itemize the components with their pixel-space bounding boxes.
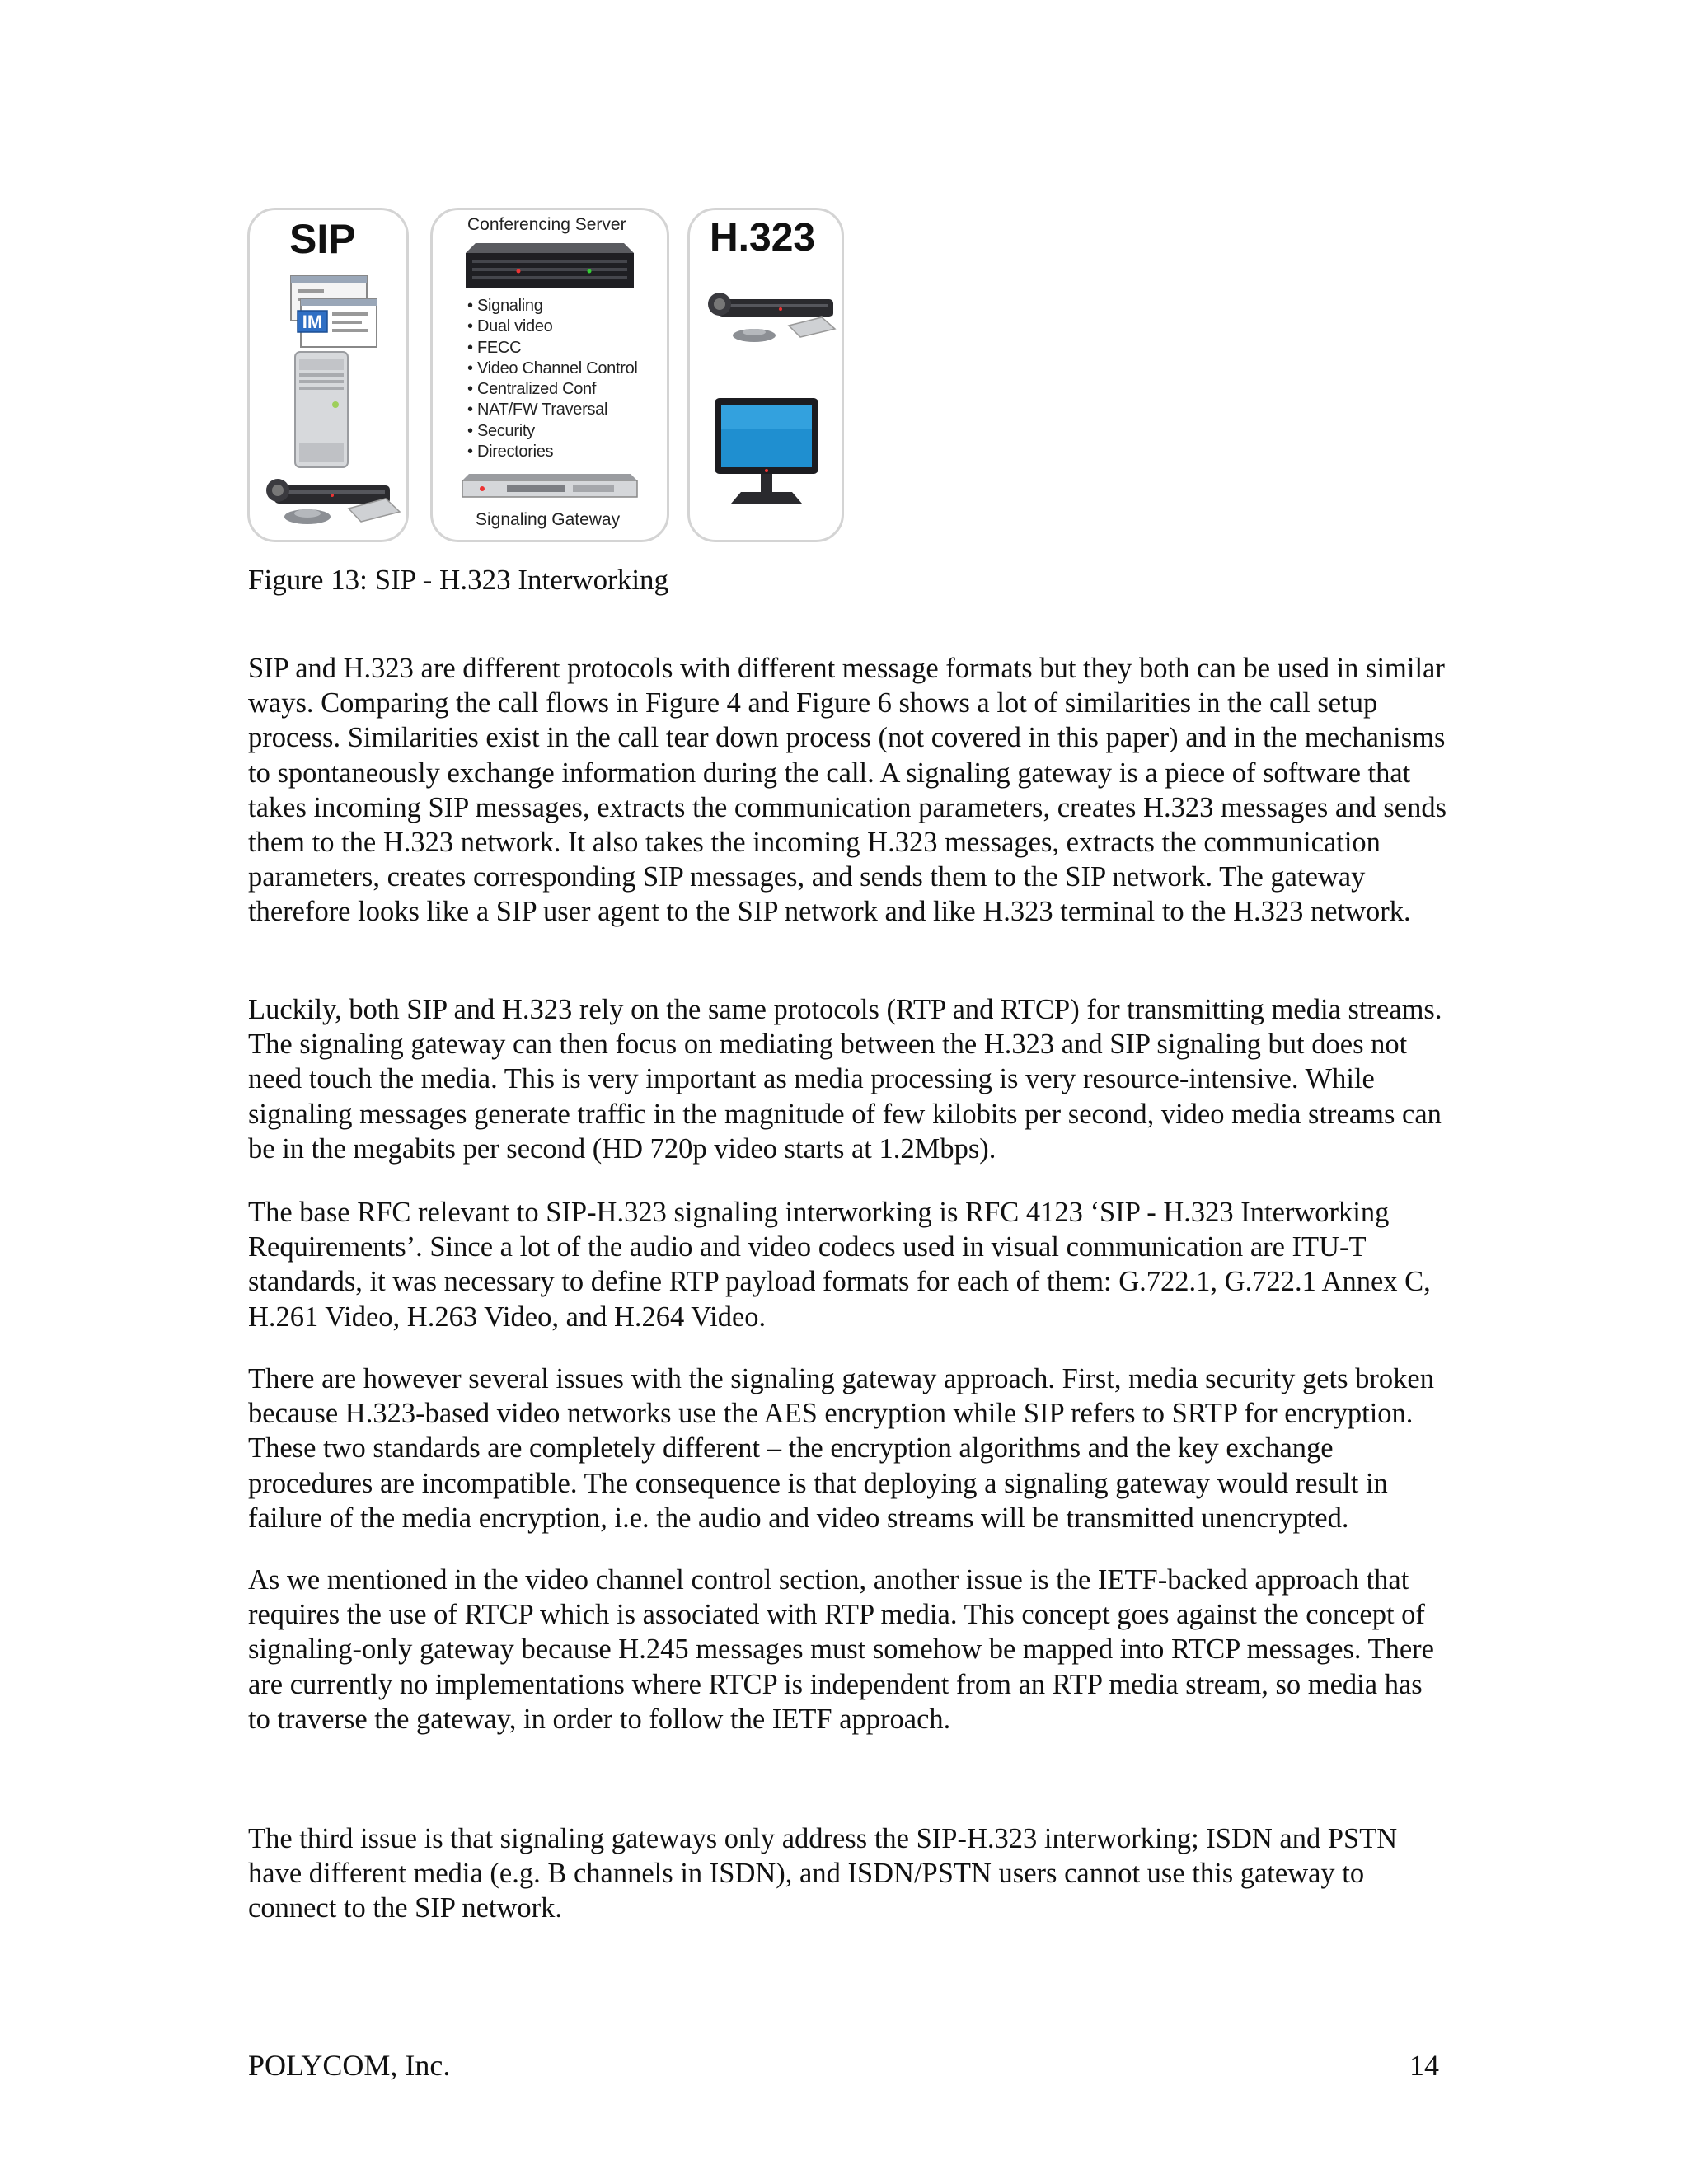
feature-item: • Video Channel Control [467, 359, 638, 379]
feature-item: • Security [467, 421, 638, 442]
footer-company: POLYCOM, Inc. [248, 2049, 451, 2082]
paragraph: The base RFC relevant to SIP-H.323 signaling interworking is RFC 4123 ‘SIP - H.323 Interworking Requirements’. Since a lot of the audio and video codecs used in visual communication are ITU-T standards, it was necessary to define RTP payload formats for each of them: G.722.1, G.722.1 Annex C, H.261 Video, H.263 Video, and H.264 Video. [248, 1197, 1431, 1333]
conferencing-server-icon [466, 243, 634, 288]
video-codec-icon [708, 293, 835, 342]
feature-item: • FECC [467, 338, 638, 359]
h323-title: H.323 [710, 216, 816, 260]
figure-caption: Figure 13: SIP - H.323 Interworking [248, 564, 669, 596]
paragraph: SIP and H.323 are different protocols with different message formats but they both can be used in similar ways. Comparing the call flows in Figure 4 and Figure 6 shows a lot of similarities in the call setup process. Similarities exist in the call tear down process (not covered in this paper) and in the mechanisms to spontaneously exchange information during the call. A signaling gateway is a piece of software that takes incoming SIP messages, extracts the communication parameters, creates H.323 messages and sends them to the H.323 network. It also takes the incoming H.323 messages, extracts the communication parameters, creates corresponding SIP messages, and sends them to the SIP network. The gateway therefore looks like a SIP user agent to the SIP network and like H.323 terminal to the H.323 network. [248, 653, 1447, 928]
sip-panel [247, 208, 409, 542]
paragraph: Luckily, both SIP and H.323 rely on the same protocols (RTP and RTCP) for transmitting media streams. The signaling gateway can then focus on mediating between the H.323 and SIP signaling but does not need touch the media. This is very important as media processing is very resource-intensive. While signaling messages generate traffic in the magnitude of few kilobits per second, video media streams can be in the megabits per second (HD 720p video starts at 1.2Mbps). [248, 994, 1442, 1165]
server-tower-icon [295, 352, 348, 467]
monitor-icon [715, 398, 818, 504]
conferencing-server-title: Conferencing Server [467, 215, 626, 234]
feature-item: • Signaling [467, 296, 638, 316]
signaling-gateway-label: Signaling Gateway [476, 510, 621, 529]
feature-item: • Directories [467, 442, 638, 462]
im-badge: IM [302, 312, 323, 332]
paragraph: As we mentioned in the video channel control section, another issue is the IETF-backed approach that requires the use of RTCP which is associated with RTP media. This concept goes against the concept of signaling-only gateway because H.245 messages must somehow be mapped into RTCP messages. There are currently no implementations where RTCP is independent from an RTP media stream, so media has to traverse the gateway, in order to follow the IETF approach. [248, 1564, 1434, 1735]
signaling-gateway-icon [462, 474, 637, 497]
sip-title: SIP [289, 216, 356, 262]
conferencing-server-panel [430, 208, 669, 542]
paragraph: The third issue is that signaling gateways only address the SIP-H.323 interworking; ISDN and PSTN have different media (e.g. B channels in ISDN), and ISDN/PSTN users cannot use this gateway to connect to the SIP network. [248, 1823, 1398, 1924]
conferencing-features-list [467, 296, 638, 462]
feature-item: • NAT/FW Traversal [467, 400, 638, 420]
page-number: 14 [1409, 2049, 1439, 2082]
feature-item: • Centralized Conf [467, 379, 638, 400]
h323-panel [687, 208, 844, 542]
paragraph: There are however several issues with the signaling gateway approach. First, media security gets broken because H.323-based video networks use the AES encryption while SIP refers to SRTP for encryption. These two standards are completely different – the encryption algorithms and the key exchange procedures are incompatible. The consequence is that deploying a signaling gateway would result in failure of the media encryption, i.e. the audio and video streams will be transmitted unencrypted. [248, 1363, 1434, 1534]
feature-item: • Dual video [467, 316, 638, 337]
video-codec-icon [266, 479, 400, 524]
